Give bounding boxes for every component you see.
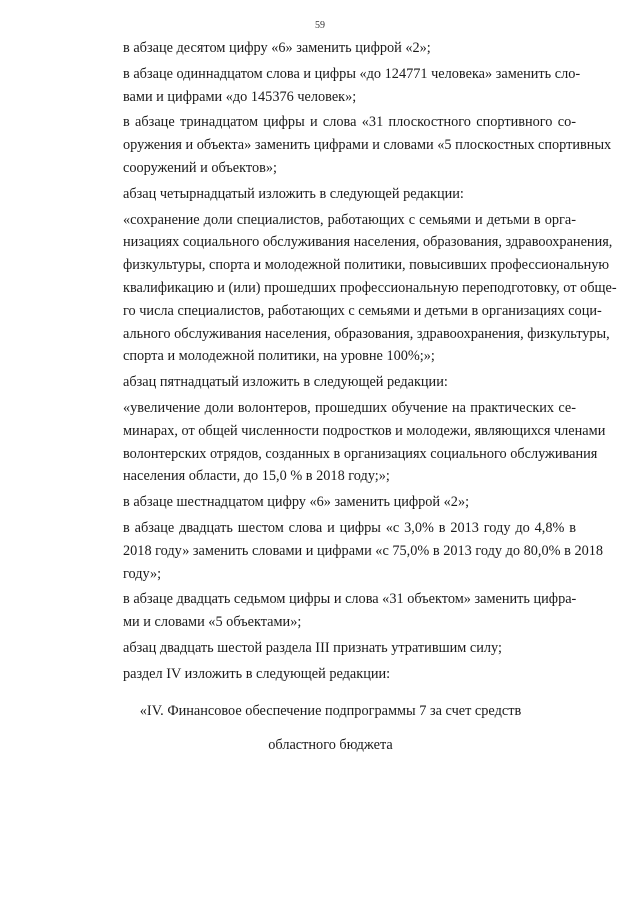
- paragraph: [85, 63, 581, 109]
- text-line: в абзаце десятом цифру «6» заменить цифрой «2»;: [123, 40, 431, 56]
- text-line: раздел IV изложить в следующей редакции:: [123, 665, 391, 682]
- text-line: в абзаце двадцать седьмом цифры и слова «31 объектом» заменить цифра-: [123, 591, 577, 608]
- paragraph: [85, 37, 576, 60]
- text-line: квалификацию и (или) прошедших профессиональную переподготовку, от обще-: [123, 279, 617, 296]
- paragraph: [85, 209, 617, 369]
- text-line: ми и словами «5 объектами»;: [123, 614, 302, 631]
- paragraph: [85, 397, 606, 488]
- text-line: населения области, до 15,0 % в 2018 году;»;: [123, 468, 390, 485]
- paragraph: [85, 491, 576, 514]
- text-line: абзац пятнадцатый изложить в следующей редакции:: [123, 374, 448, 391]
- text-line: году»;: [123, 565, 162, 582]
- text-line: в абзаце тринадцатом цифры и слова «31 плоскостного спортивного со-: [123, 114, 576, 131]
- page-number: 59: [315, 20, 325, 31]
- text-line: минарах, от общей численности подростков и молодежи, являющихся членами: [123, 422, 606, 439]
- paragraph: [85, 663, 576, 686]
- paragraph: [85, 371, 576, 394]
- text-line: «увеличение доли волонтеров, прошедших обучение на практических се-: [123, 399, 576, 416]
- text-line: абзац двадцать шестой раздела III признать утратившим силу;: [123, 639, 502, 656]
- heading-line: «IV. Финансовое обеспечение подпрограммы 7 за счет средств: [139, 702, 522, 719]
- text-line: 2018 году» заменить словами и цифрами «с 75,0% в 2013 году до 80,0% в 2018: [123, 542, 604, 559]
- text-line: в абзаце шестнадцатом цифру «6» заменить цифрой «2»;: [123, 494, 470, 511]
- text-line: абзац четырнадцатый изложить в следующей редакции:: [123, 185, 464, 202]
- text-line: спорта и молодежной политики, на уровне 100%;»;: [123, 348, 435, 365]
- section-heading: [85, 700, 576, 758]
- text-line: сооружений и объектов»;: [123, 159, 277, 176]
- text-line: го числа специалистов, работающих с семьями и детьми в организациях соци-: [123, 302, 602, 319]
- paragraph: [85, 183, 576, 206]
- text-line: оружения и объекта» заменить цифрами и словами «5 плоскостных спортивных: [123, 137, 612, 154]
- paragraph: [85, 517, 604, 585]
- text-line: в абзаце двадцать шестом слова и цифры «с 3,0% в 2013 году до 4,8% в: [123, 519, 576, 536]
- text-line: вами и цифрами «до 145376 человек»;: [123, 88, 357, 105]
- text-line: ального обслуживания населения, образования, здравоохранения, физкультуры,: [123, 325, 610, 342]
- text-line: низациях социального обслуживания населения, образования, здравоохранения,: [123, 234, 613, 251]
- text-line: волонтерских отрядов, созданных в организациях социального обслуживания: [123, 445, 598, 462]
- paragraph: [85, 111, 612, 179]
- paragraph: [85, 637, 576, 660]
- text-line: физкультуры, спорта и молодежной политики, повысивших профессиональную: [123, 257, 610, 274]
- text-line: в абзаце одиннадцатом слова и цифры «до 124771 человека» заменить сло-: [123, 65, 581, 82]
- heading-line: областного бюджета: [268, 737, 393, 754]
- paragraph: [85, 588, 576, 634]
- text-line: «сохранение доли специалистов, работающих с семьями и детьми в орга-: [123, 211, 576, 228]
- document-body: [85, 37, 617, 769]
